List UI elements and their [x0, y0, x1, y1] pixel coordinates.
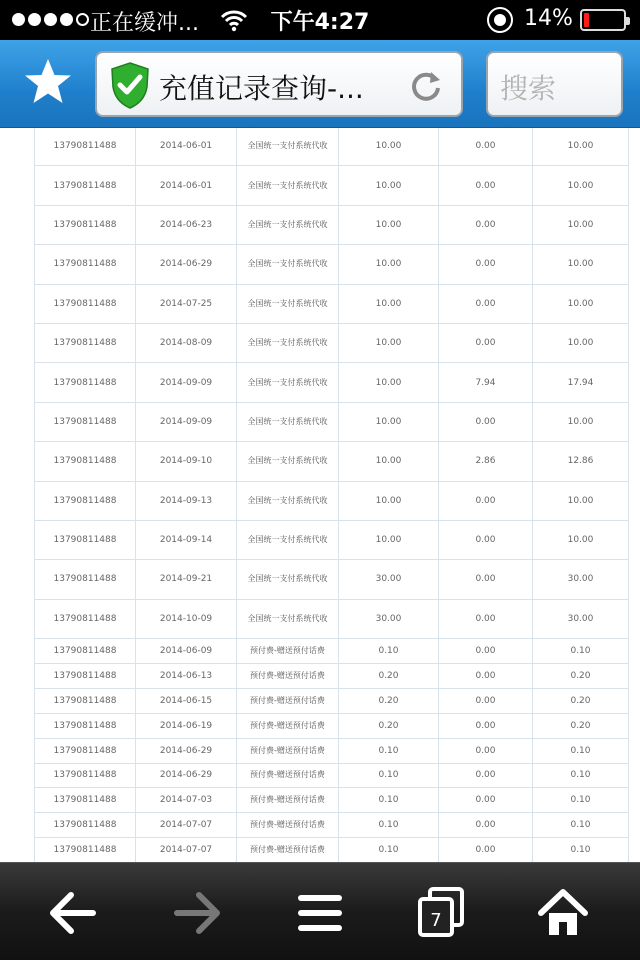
cell-phone: 13790811488 — [35, 663, 136, 688]
cell-amount: 30.00 — [339, 599, 439, 638]
cell-bonus: 0.00 — [439, 838, 533, 862]
cell-amount: 10.00 — [339, 481, 439, 520]
cell-bonus: 0.00 — [439, 245, 533, 284]
page-content[interactable] — [0, 128, 640, 862]
cell-type: 预付费-赠送预付话费 — [237, 788, 339, 813]
cell-date: 2014-09-14 — [136, 520, 237, 559]
cell-total: 0.10 — [533, 738, 629, 763]
cell-phone: 13790811488 — [35, 838, 136, 862]
cell-bonus: 0.00 — [439, 560, 533, 599]
cell-amount: 10.00 — [339, 442, 439, 481]
cell-type: 全国统一支付系统代收 — [237, 599, 339, 638]
cell-date: 2014-06-29 — [136, 763, 237, 788]
cell-total: 0.10 — [533, 788, 629, 813]
cell-phone: 13790811488 — [35, 688, 136, 713]
cell-amount: 10.00 — [339, 245, 439, 284]
menu-icon[interactable] — [290, 883, 350, 943]
tab-count: 7 — [430, 910, 442, 931]
cell-bonus: 0.00 — [439, 323, 533, 362]
cell-total: 10.00 — [533, 284, 629, 323]
cell-bonus: 7.94 — [439, 363, 533, 402]
browser-toolbar — [0, 40, 640, 128]
cell-total: 30.00 — [533, 599, 629, 638]
cell-total: 10.00 — [533, 520, 629, 559]
cell-total: 0.20 — [533, 713, 629, 738]
cell-date: 2014-08-09 — [136, 323, 237, 362]
cell-amount: 0.10 — [339, 763, 439, 788]
cell-date: 2014-07-03 — [136, 788, 237, 813]
cell-date: 2014-06-29 — [136, 738, 237, 763]
cell-type: 预付费-赠送预付话费 — [237, 763, 339, 788]
cell-type: 预付费-赠送预付话费 — [237, 838, 339, 862]
cell-phone: 13790811488 — [35, 763, 136, 788]
cell-bonus: 0.00 — [439, 284, 533, 323]
table-row — [35, 205, 629, 244]
cell-date: 2014-09-09 — [136, 363, 237, 402]
cell-amount: 10.00 — [339, 166, 439, 205]
address-bar[interactable] — [95, 51, 463, 117]
cell-date: 2014-06-09 — [136, 639, 237, 664]
cell-date: 2014-07-07 — [136, 813, 237, 838]
cell-total: 0.10 — [533, 838, 629, 862]
cell-amount: 10.00 — [339, 520, 439, 559]
cell-amount: 10.00 — [339, 128, 439, 166]
cell-amount: 30.00 — [339, 560, 439, 599]
table-row — [35, 128, 629, 166]
cell-amount: 10.00 — [339, 284, 439, 323]
cell-bonus: 0.00 — [439, 713, 533, 738]
table-row — [35, 560, 629, 599]
table-row — [35, 442, 629, 481]
cell-total: 12.86 — [533, 442, 629, 481]
cell-date: 2014-06-15 — [136, 688, 237, 713]
forward-arrow-icon[interactable] — [167, 883, 227, 943]
cell-total: 10.00 — [533, 245, 629, 284]
cell-bonus: 0.00 — [439, 520, 533, 559]
cell-type: 全国统一支付系统代收 — [237, 481, 339, 520]
cell-total: 10.00 — [533, 481, 629, 520]
table-row — [35, 166, 629, 205]
cell-type: 预付费-赠送预付话费 — [237, 813, 339, 838]
cell-amount: 0.10 — [339, 813, 439, 838]
cell-type: 全国统一支付系统代收 — [237, 402, 339, 441]
search-input[interactable] — [486, 51, 623, 117]
table-row — [35, 713, 629, 738]
table-row — [35, 284, 629, 323]
search-placeholder: 搜索 — [500, 72, 557, 105]
table-row — [35, 402, 629, 441]
star-icon[interactable] — [20, 54, 76, 110]
cell-phone: 13790811488 — [35, 166, 136, 205]
cell-total: 10.00 — [533, 323, 629, 362]
cell-type: 全国统一支付系统代收 — [237, 560, 339, 599]
cell-phone: 13790811488 — [35, 560, 136, 599]
cell-phone: 13790811488 — [35, 481, 136, 520]
cell-bonus: 0.00 — [439, 402, 533, 441]
cell-phone: 13790811488 — [35, 713, 136, 738]
cell-bonus: 0.00 — [439, 663, 533, 688]
cell-bonus: 0.00 — [439, 813, 533, 838]
cell-date: 2014-09-09 — [136, 402, 237, 441]
table-row — [35, 813, 629, 838]
shield-check-icon — [109, 61, 151, 109]
cell-phone: 13790811488 — [35, 245, 136, 284]
carrier-status: 正在缓冲... — [90, 11, 199, 36]
cell-phone: 13790811488 — [35, 402, 136, 441]
cell-total: 10.00 — [533, 166, 629, 205]
cell-date: 2014-09-13 — [136, 481, 237, 520]
rotation-lock-icon — [487, 7, 513, 33]
table-row — [35, 639, 629, 664]
cell-phone: 13790811488 — [35, 738, 136, 763]
cell-phone: 13790811488 — [35, 788, 136, 813]
cell-type: 全国统一支付系统代收 — [237, 323, 339, 362]
cell-date: 2014-06-29 — [136, 245, 237, 284]
cell-type: 全国统一支付系统代收 — [237, 245, 339, 284]
recharge-records-table — [34, 128, 629, 862]
cell-amount: 0.10 — [339, 639, 439, 664]
tabs-icon[interactable] — [412, 883, 472, 943]
cell-type: 预付费-赠送预付话费 — [237, 663, 339, 688]
page-title: 充值记录查询-... — [159, 72, 364, 105]
cell-phone: 13790811488 — [35, 323, 136, 362]
cell-phone: 13790811488 — [35, 128, 136, 166]
back-arrow-icon[interactable] — [43, 883, 103, 943]
cell-bonus: 0.00 — [439, 639, 533, 664]
table-row — [35, 599, 629, 638]
bottom-navigation — [0, 862, 640, 960]
cell-phone: 13790811488 — [35, 284, 136, 323]
cell-total: 0.10 — [533, 813, 629, 838]
cell-amount: 0.10 — [339, 738, 439, 763]
cell-amount: 0.10 — [339, 788, 439, 813]
cell-date: 2014-07-07 — [136, 838, 237, 862]
cell-bonus: 0.00 — [439, 738, 533, 763]
status-time: 下午4:27 — [270, 10, 370, 35]
status-bar — [0, 0, 640, 40]
cell-phone: 13790811488 — [35, 520, 136, 559]
cell-amount: 10.00 — [339, 205, 439, 244]
table-row — [35, 323, 629, 362]
home-icon[interactable] — [533, 883, 593, 943]
table-row — [35, 788, 629, 813]
cell-total: 0.20 — [533, 688, 629, 713]
cell-type: 预付费-赠送预付话费 — [237, 688, 339, 713]
table-row — [35, 763, 629, 788]
cell-date: 2014-06-01 — [136, 128, 237, 166]
cell-bonus: 0.00 — [439, 599, 533, 638]
cell-total: 10.00 — [533, 205, 629, 244]
table-row — [35, 838, 629, 862]
cell-amount: 0.20 — [339, 663, 439, 688]
cell-type: 预付费-赠送预付话费 — [237, 639, 339, 664]
cell-total: 0.10 — [533, 639, 629, 664]
battery-icon — [580, 9, 626, 31]
cell-type: 全国统一支付系统代收 — [237, 205, 339, 244]
cell-amount: 10.00 — [339, 323, 439, 362]
reload-icon[interactable] — [409, 68, 443, 102]
table-row — [35, 688, 629, 713]
cell-amount: 0.20 — [339, 688, 439, 713]
cell-date: 2014-07-25 — [136, 284, 237, 323]
cell-date: 2014-06-23 — [136, 205, 237, 244]
cell-date: 2014-10-09 — [136, 599, 237, 638]
cell-bonus: 0.00 — [439, 688, 533, 713]
cell-bonus: 0.00 — [439, 166, 533, 205]
cell-date: 2014-06-13 — [136, 663, 237, 688]
cell-amount: 0.20 — [339, 713, 439, 738]
cell-type: 全国统一支付系统代收 — [237, 520, 339, 559]
cell-phone: 13790811488 — [35, 599, 136, 638]
cell-total: 10.00 — [533, 128, 629, 166]
table-row — [35, 245, 629, 284]
cell-type: 全国统一支付系统代收 — [237, 363, 339, 402]
cell-amount: 10.00 — [339, 363, 439, 402]
cell-bonus: 0.00 — [439, 788, 533, 813]
cell-bonus: 0.00 — [439, 763, 533, 788]
cell-type: 全国统一支付系统代收 — [237, 166, 339, 205]
cell-bonus: 0.00 — [439, 205, 533, 244]
cell-phone: 13790811488 — [35, 442, 136, 481]
cell-date: 2014-09-21 — [136, 560, 237, 599]
table-row — [35, 481, 629, 520]
battery-percent: 14% — [524, 6, 573, 31]
cell-bonus: 0.00 — [439, 481, 533, 520]
cell-date: 2014-06-01 — [136, 166, 237, 205]
cell-type: 全国统一支付系统代收 — [237, 442, 339, 481]
cell-type: 全国统一支付系统代收 — [237, 128, 339, 166]
cell-date: 2014-06-19 — [136, 713, 237, 738]
cell-bonus: 0.00 — [439, 128, 533, 166]
cell-total: 17.94 — [533, 363, 629, 402]
table-row — [35, 738, 629, 763]
cell-total: 30.00 — [533, 560, 629, 599]
cell-amount: 0.10 — [339, 838, 439, 862]
cell-amount: 10.00 — [339, 402, 439, 441]
table-row — [35, 663, 629, 688]
cell-phone: 13790811488 — [35, 639, 136, 664]
cell-bonus: 2.86 — [439, 442, 533, 481]
cell-date: 2014-09-10 — [136, 442, 237, 481]
table-row — [35, 363, 629, 402]
cell-total: 0.20 — [533, 663, 629, 688]
cell-phone: 13790811488 — [35, 363, 136, 402]
cell-total: 0.10 — [533, 763, 629, 788]
cell-type: 全国统一支付系统代收 — [237, 284, 339, 323]
cell-type: 预付费-赠送预付话费 — [237, 738, 339, 763]
cell-phone: 13790811488 — [35, 205, 136, 244]
cell-phone: 13790811488 — [35, 813, 136, 838]
cell-type: 预付费-赠送预付话费 — [237, 713, 339, 738]
table-row — [35, 520, 629, 559]
cell-total: 10.00 — [533, 402, 629, 441]
